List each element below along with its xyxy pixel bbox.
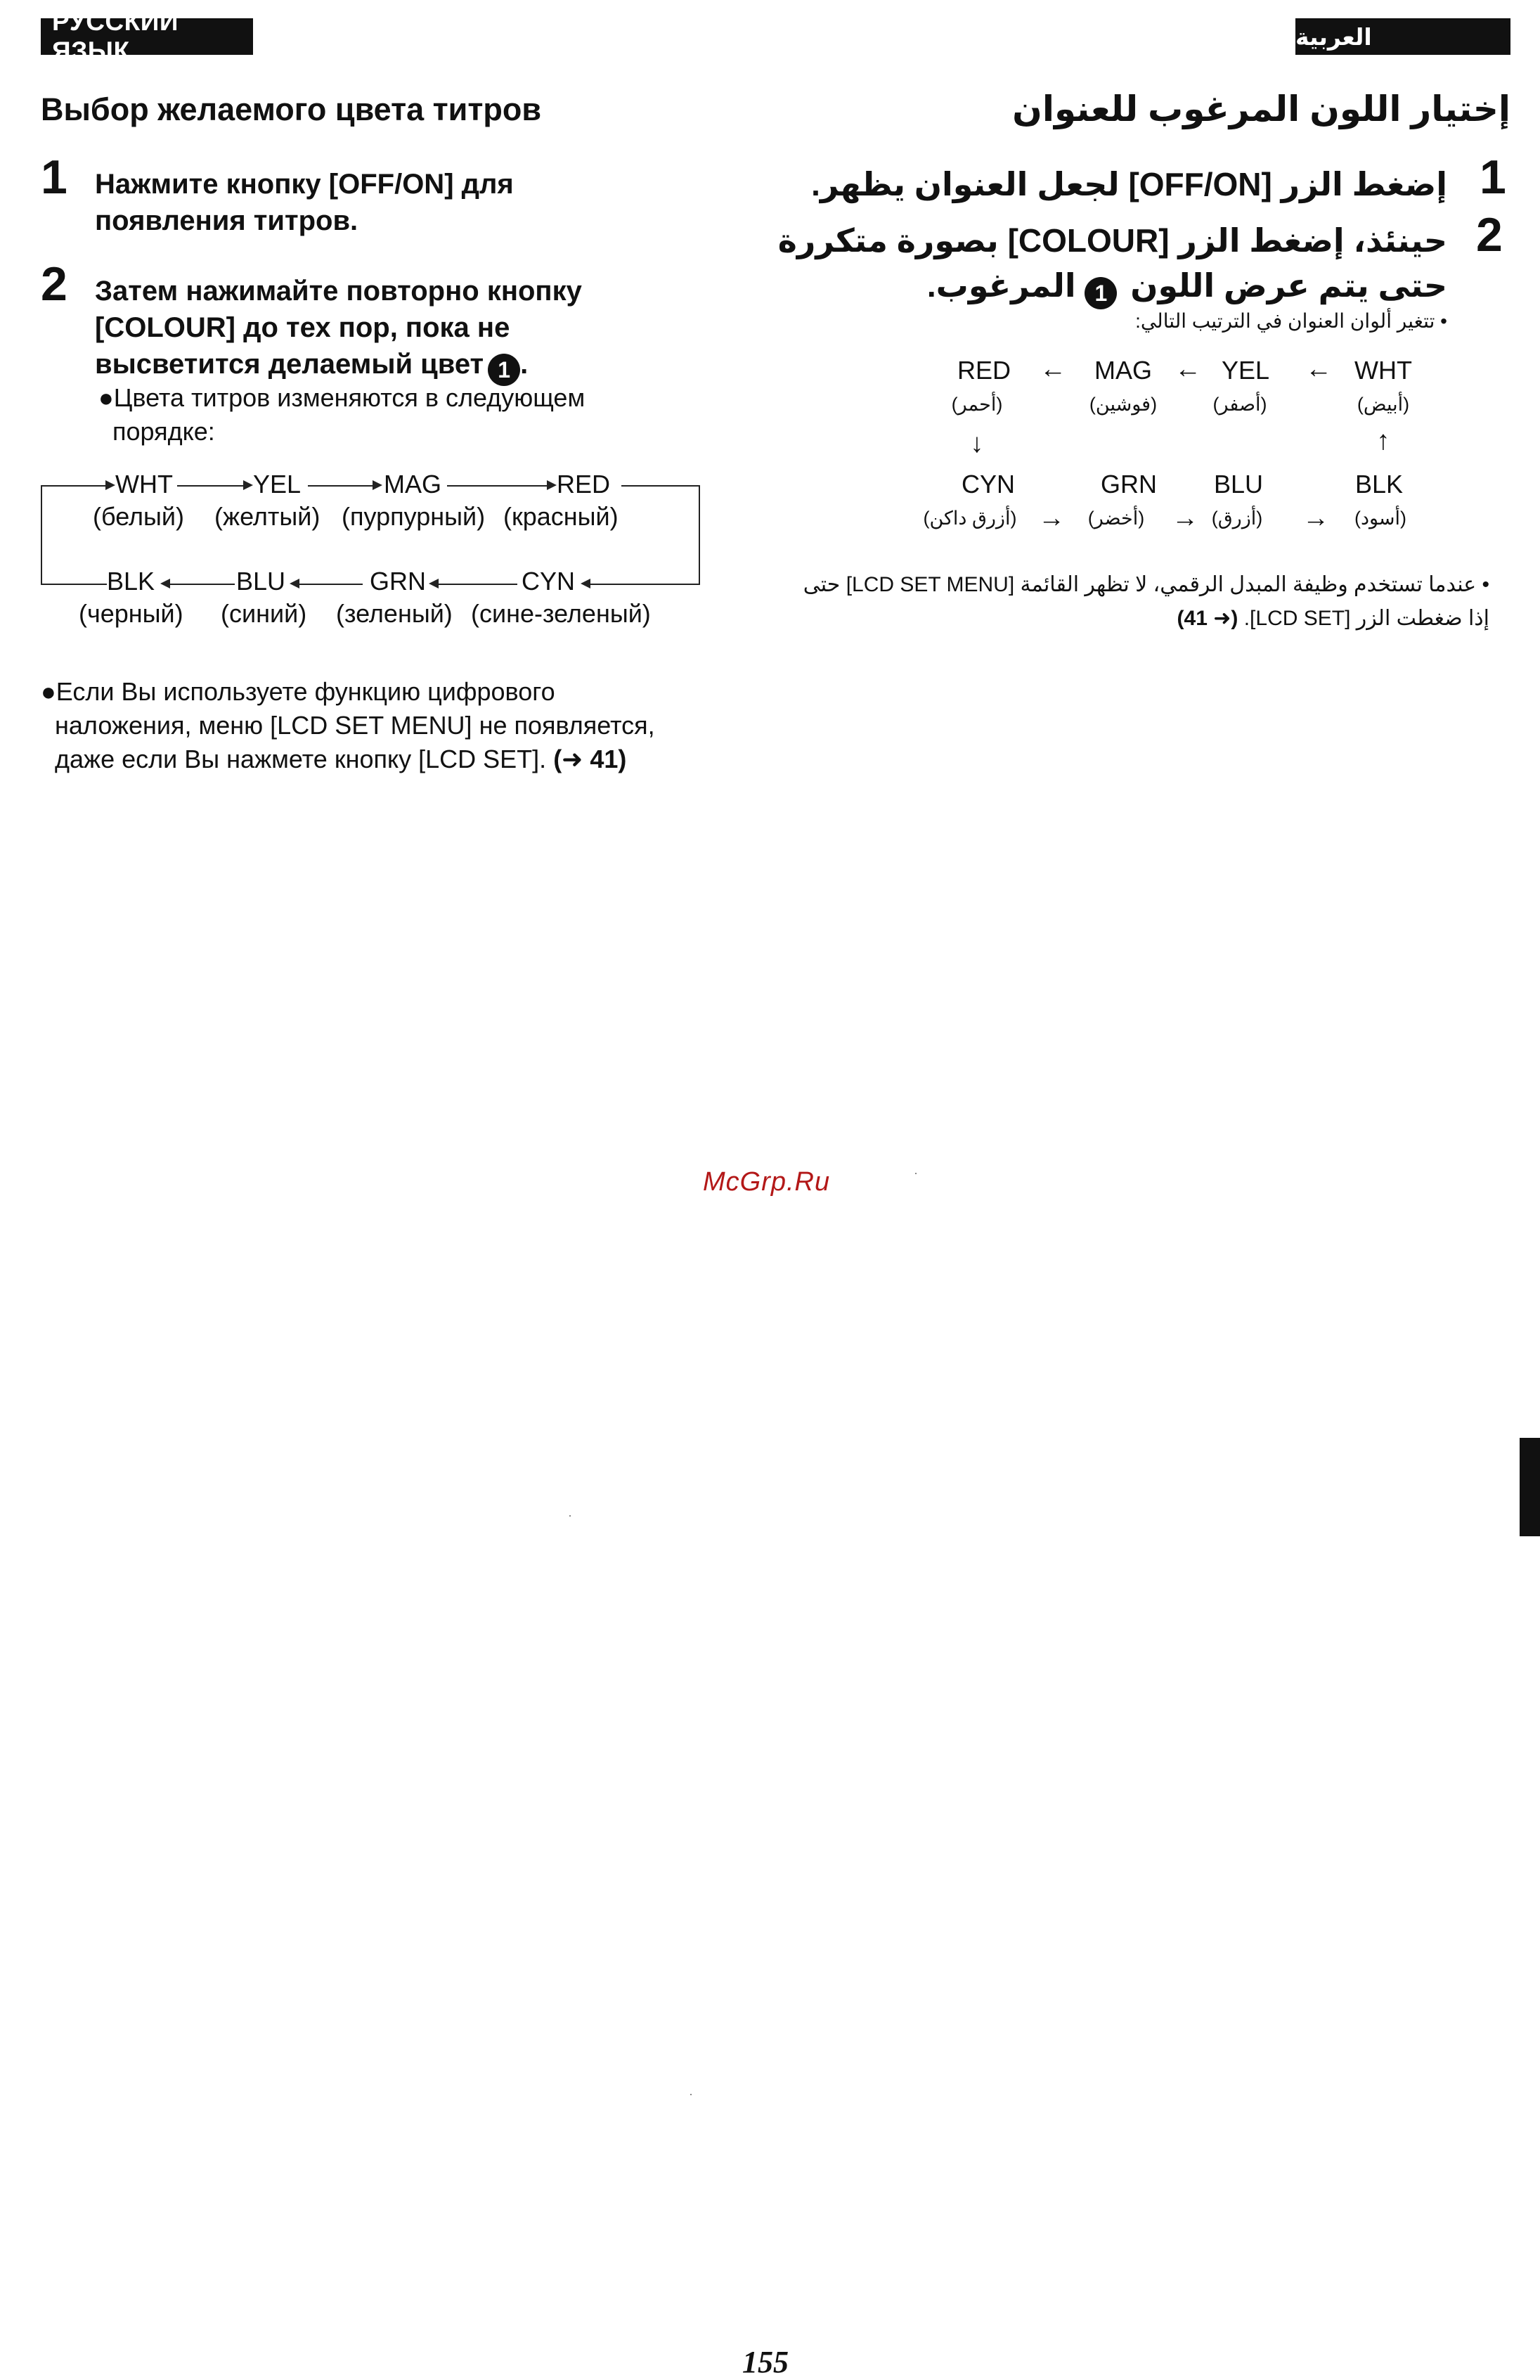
ar-cycle-code: WHT [1354, 356, 1412, 385]
ar-cycle-code: MAG [1094, 356, 1152, 385]
ru-step-2-text: Затем нажимайте повторно кнопку [COLOUR] до тех пор, пока не высветится делаемый цвет 1 . [95, 273, 582, 386]
print-speck [915, 1173, 917, 1174]
ru-order-bullet: ●Цвета титров изменяются в следующем порядке: [98, 383, 585, 446]
ru-step-2-number: 2 [41, 257, 67, 311]
ar-cycle-code: BLK [1354, 470, 1404, 498]
page-reference-link: (➜ 41) [553, 745, 627, 773]
arrow-right-icon: → [1038, 503, 1065, 533]
print-speck [690, 2094, 692, 2095]
ru-cycle-code: RED [557, 470, 611, 498]
ru-step-1-number: 1 [41, 150, 67, 204]
watermark: McGrp.Ru [703, 1167, 831, 1197]
ru-cycle-code: YEL [253, 470, 302, 498]
circled-number-marker: 1 [488, 354, 520, 386]
ru-cycle-code: GRN [370, 567, 426, 596]
ar-cycle-name: (أزرق) [1211, 508, 1263, 529]
ar-digital-effect-note: • عندما تستخدم وظيفة المبدل الرقمي، لا تظهر القائمة [LCD SET MENU] حتى إذا ضغطت الزر [LCD SET]. (➜ 41) [803, 573, 1489, 630]
print-speck [569, 1515, 571, 1517]
edge-thumb-tab [1520, 1438, 1540, 1536]
arrow-down-icon: ↓ [970, 429, 984, 458]
arrow-right-icon: → [1302, 503, 1329, 533]
ru-cycle-name: (пурпурный) [342, 502, 486, 531]
ar-cycle-code: RED [957, 356, 1011, 385]
page-reference-link: (➜ 41) [1177, 607, 1238, 630]
ru-cycle-name: (зеленый) [336, 599, 453, 628]
ar-cycle-code: CYN [961, 470, 1015, 498]
circled-number-marker: 1 [1085, 277, 1117, 309]
ru-cycle-name: (сине-зеленый) [471, 599, 651, 628]
ru-cycle-name: (белый) [93, 502, 185, 531]
ar-cycle-name: (أزرق داكن) [923, 508, 1017, 529]
arrow-left-icon: ← [1040, 354, 1066, 384]
ar-cycle-name: (أسود) [1354, 508, 1407, 529]
ar-cycle-name: (أحمر) [951, 394, 1003, 415]
ar-cycle-code: GRN [1101, 470, 1157, 498]
ru-cycle-code: CYN [522, 567, 576, 596]
ru-cycle-name: (черный) [79, 599, 183, 628]
arrow-left-icon: ← [1305, 354, 1332, 384]
ru-cycle-name: (красный) [503, 502, 619, 531]
arabic-language-tab: العربية [1295, 18, 1510, 55]
russian-language-tab: РУССКИЙ ЯЗЫК [41, 18, 253, 55]
ru-step-1-text: Нажмите кнопку [OFF/ON] для появления титров. [95, 169, 514, 236]
ar-cycle-name: (فوشين) [1089, 394, 1158, 415]
ar-cycle-code: YEL [1221, 356, 1270, 385]
ar-step-1-text: إضغط الزر [OFF/ON] لجعل العنوان يظهر. [811, 166, 1447, 202]
ru-cycle-code: WHT [115, 470, 173, 498]
ru-cycle-name: (синий) [221, 599, 307, 628]
arrow-right-icon: → [1172, 503, 1198, 533]
ar-order-bullet: • تتغير ألوان العنوان في الترتيب التالي: [1135, 310, 1447, 332]
page-number: 155 [742, 2345, 789, 2379]
ru-digital-effect-note: ●Если Вы используете функцию цифрового наложения, меню [LCD SET MENU] не появляется, даже если Вы нажмете кнопку [LCD SET]. (➜ 41) [41, 677, 655, 773]
ru-cycle-code: MAG [384, 470, 442, 498]
ar-step-1-number: 1 [1480, 150, 1506, 204]
ar-cycle-name: (أخضر) [1087, 508, 1145, 529]
ar-cycle-code: BLU [1213, 470, 1264, 498]
ru-cycle-name: (желтый) [214, 502, 321, 531]
arrow-left-icon: ← [1175, 354, 1201, 384]
ar-cycle-name: (أبيض) [1357, 394, 1410, 415]
arrow-up-icon: ↑ [1376, 426, 1390, 456]
ru-cycle-code: BLU [236, 567, 286, 596]
ar-step-2-text: حينئذ، إضغط الزر [COLOUR] بصورة متكررة حتى يتم عرض اللون 1 المرغوب. [778, 218, 1447, 309]
ru-section-title: Выбор желаемого цвета титров [41, 91, 542, 127]
ru-cycle-code: BLK [107, 567, 155, 596]
ar-cycle-name: (أصفر) [1212, 394, 1267, 415]
ar-step-2-number: 2 [1476, 208, 1503, 262]
ar-section-title: إختيار اللون المرغوب للعنوان [1012, 89, 1510, 129]
